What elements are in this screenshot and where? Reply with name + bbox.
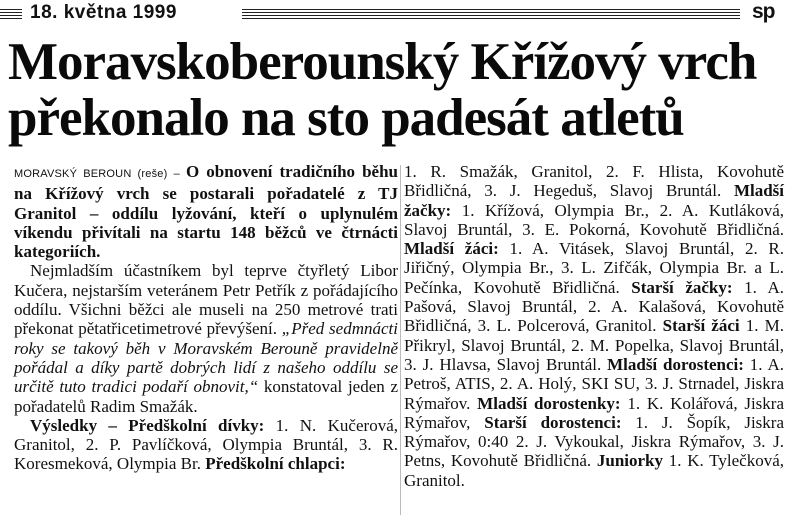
result-category: Předškolní chlapci: <box>205 454 346 474</box>
section-name: sp <box>752 0 775 23</box>
article-column-1 <box>14 162 398 474</box>
result-category: Starší žačky: <box>631 277 733 297</box>
result-category: Juniorky <box>596 451 663 471</box>
result-category: Předškolní dívky: <box>128 415 265 435</box>
result-text: 1. A. Petroš, ATIS, 2. A. Holý, SKI SU, 3. J. Strnadel, Jiskra Rýmařov. <box>404 354 784 413</box>
result-category: Starší žáci <box>662 316 740 336</box>
result-text: 1. M. Přikryl, Slavoj Bruntál, 2. M. Popelka, Slavoj Bruntál, 3. J. Hlavsa, Slavoj Bruntál. <box>404 316 784 374</box>
body-paragraph <box>14 261 398 415</box>
body-text-end: konstatoval jeden z pořadatelů Radim Smažák. <box>14 377 398 416</box>
article-headline: Moravskoberounský Křížový vrch překonalo na sto padesát atletů <box>8 33 757 147</box>
header-rule-middle <box>242 7 740 19</box>
result-text: 1. Křížová, Olympia Br., 2. A. Kutláková, Slavoj Bruntál, 3. E. Pokorná, Kovohutě Břidličná. <box>404 200 784 239</box>
result-text: 1. J. Šopík, Jiskra Rýmařov, 0:40 2. J. Vykoukal, Jiskra Rýmařov, 3. J. Petns, Kovohutě Břidličná. <box>404 412 784 471</box>
result-text: 1. A. Pašová, Slavoj Bruntál, 2. A. Kalašová, Kovohutě Břidličná, 3. L. Polcerová, Granitol. <box>404 277 784 336</box>
result-category: Mladší dorostenci: <box>607 354 744 374</box>
dateline: MORAVSKÝ BEROUN <box>14 168 132 180</box>
results-continued <box>404 162 784 490</box>
body-text-start: Nejmladším účastníkem byl teprve čtyřletý Libor Kučera, nejstarším veteránem Petr Petřík z pořádajícího oddílu. Všichni běžci ale museli na 250 metrové trati překonat pětatřicetimetrové převýšení. <box>14 261 398 339</box>
page-header-bar <box>0 0 790 28</box>
result-category: Mladší žačky: <box>404 181 784 220</box>
result-text: 1. K. Tylečková, Granitol. <box>404 451 784 490</box>
results-paragraph <box>14 416 398 474</box>
lead-paragraph <box>14 162 398 261</box>
results-heading: Výsledky – <box>30 415 129 435</box>
header-rule-left <box>0 7 22 19</box>
result-text: 1. K. Kolářová, Jiskra Rýmařov, <box>404 393 784 432</box>
result-text: 1. R. Smažák, Granitol, 2. F. Hlista, Kovohutě Břidličná, 3. J. Hegeduš, Slavoj Bruntál. <box>404 162 784 201</box>
issue-date: 18. května 1999 <box>30 2 177 23</box>
result-category: Mladší dorostenky: <box>477 393 621 413</box>
column-divider <box>400 165 401 515</box>
result-category: Starší dorostenci: <box>484 412 622 432</box>
lead-text: O obnovení tradičního běhu na Křížový vrch se postarali pořadatelé z TJ Granitol – oddílu lyžování, kteří o uplynulém víkendu přivítali na startu 148 běžců ve čtrnácti kategoriích. <box>14 162 399 262</box>
author-credit: (reše) – <box>131 168 186 180</box>
result-text: 1. N. Kučerová, Granitol, 2. P. Pavlíčková, Olympia Bruntál, 3. R. Koresmeková, Olympia Br. <box>14 415 398 474</box>
result-text: 1. A. Vitásek, Slavoj Bruntál, 2. R. Jiřičný, Olympia Br., 3. L. Zifčák, Olympia Br. a L. Pečínka, Kovohutě Břidličná. <box>404 239 785 297</box>
article-column-2 <box>404 162 784 490</box>
result-category: Mladší žáci: <box>404 239 499 259</box>
quote-text: „Před sedmnácti roky se takový běh v Moravském Berouně pravidelně pořádal a díky partě dobrých lidí z našeho oddílu se určitě tuto tradici podaří obnovit,“ <box>14 319 398 397</box>
